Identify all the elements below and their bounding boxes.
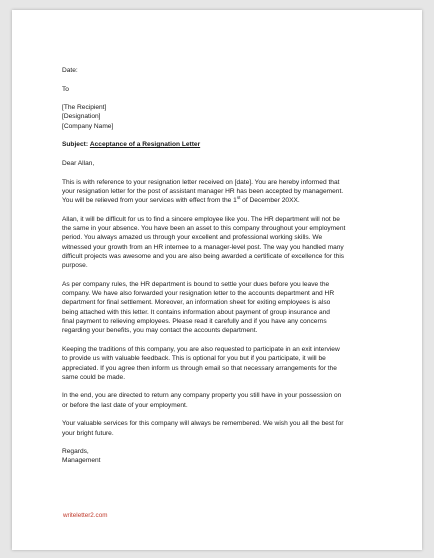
paragraph-6 (62, 419, 392, 438)
relieved-text: You will be relieved from your services with effect from the 1 (62, 197, 237, 205)
recipient-company: [Company Name] (62, 122, 114, 130)
paragraph-line: This is with reference to your resignation letter received on [date]. You are hereby informed that (62, 178, 340, 186)
paragraph-2 (62, 215, 392, 271)
paragraph-line: Your valuable services for this company will always be remembered. We wish you all the best for (62, 420, 344, 428)
closing: Regards, (62, 448, 89, 456)
paragraph-line: appreciated. If you agree then inform us through email so that necessary arrangements for the (62, 364, 337, 372)
paragraph-4 (62, 345, 392, 382)
paragraph-line: your resignation letter for the post of assistant manager HR has been accepted by management. (62, 187, 344, 195)
paragraph-1 (62, 178, 392, 206)
paragraph-line: to provide us with valuable feedback. This is optional for you but if you participate, it will be (62, 355, 326, 363)
paragraph-line: difficult projects was awesome and you are also being awarded a certificate of excellence for this (62, 252, 345, 260)
subject-label: Subject: (62, 141, 89, 149)
paragraph-line: the same in your absence. You have been an asset to this company throughout your employment (62, 225, 346, 233)
paragraph-line: As per company rules, the HR department is bound to settle your dues before you leave the (62, 280, 330, 288)
to-line: To (62, 85, 69, 93)
recipient-designation: [Designation] (62, 113, 101, 121)
date-line: Date: (62, 67, 78, 74)
paragraph-line: company. We have also forwarded your resignation letter to the accounts department and HR (62, 290, 335, 298)
paragraph-line: regarding your benefits, you may contact the accounts department. (62, 327, 258, 335)
paragraph-line: Allan, it will be difficult for us to find a sincere employee like you. The HR department will not be (62, 215, 340, 223)
paragraph-line: Keeping the traditions of this company, you are also requested to participate in an exit interview (62, 345, 340, 353)
footer-site-link[interactable]: writeletter2.com (63, 512, 108, 519)
paragraph-line: purpose. (62, 262, 88, 270)
paragraph-3 (62, 280, 392, 336)
paragraph-line: or before the last date of your employment. (62, 401, 188, 409)
paragraph-line: witnessed your growth from an HR internee to a manager-level post. The way you handled many (62, 243, 344, 251)
letter-page (12, 10, 422, 550)
paragraph-line: same could be made. (62, 373, 126, 381)
paragraph-line: final payment to relieving employees. Please read it carefully and if you have any concerns (62, 318, 327, 326)
paragraph-5 (62, 391, 392, 410)
relieved-date-text: of December 20XX. (240, 197, 300, 205)
letter-body (62, 66, 392, 466)
salutation: Dear Allan, (62, 159, 95, 167)
paragraph-line: In the end, you are directed to return any company property you still have in your possession on (62, 392, 342, 400)
paragraph-line: period. You always amazed us through your excellent and professional working skills. We (62, 234, 323, 242)
signature: Management (62, 457, 101, 465)
paragraph-line: being attached with this letter. It contains information about payment of group insurance and (62, 308, 330, 316)
paragraph-line: department for final settlement. Moreover, an information sheet for exiting employees is also (62, 299, 331, 307)
subject-line (62, 140, 392, 149)
paragraph-line (62, 196, 392, 205)
subject-text: Acceptance of a Resignation Letter (89, 141, 201, 149)
recipient-name: [The Recipient] (62, 104, 107, 112)
ordinal-suffix: st (236, 194, 241, 200)
paragraph-line: your bright future. (62, 429, 114, 437)
